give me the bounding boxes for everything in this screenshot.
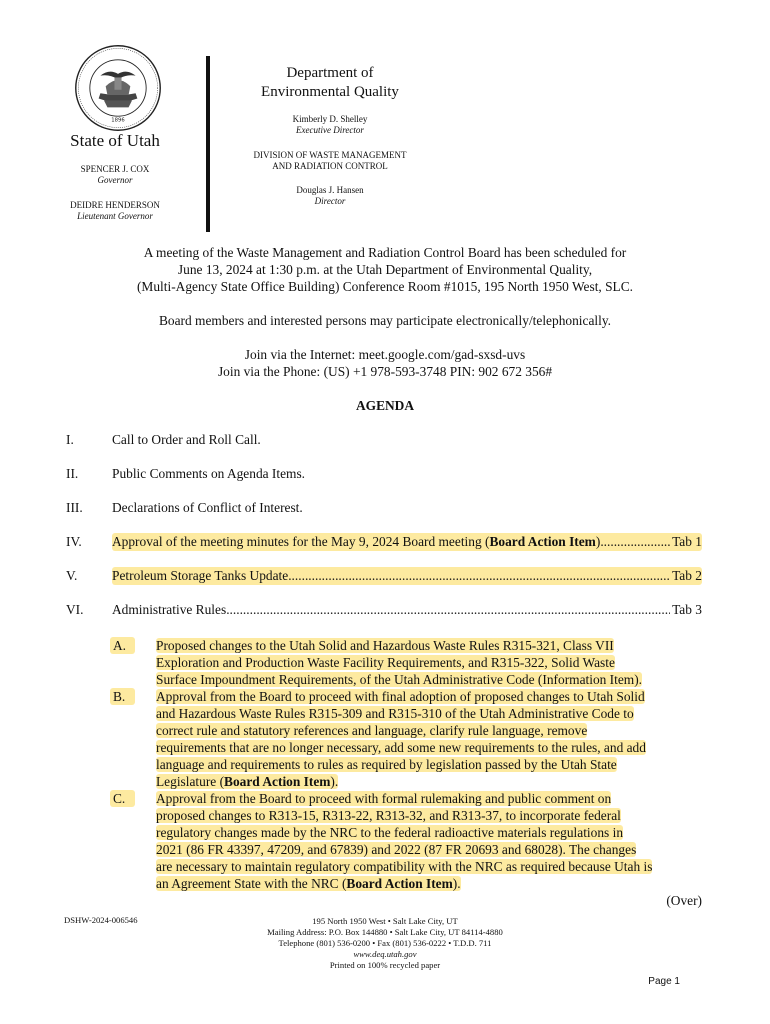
division-block: [220, 150, 440, 172]
item-number: I.: [66, 432, 74, 447]
join-phone: Join via the Phone: (US) +1 978-593-3748 PIN: 902 672 356#: [217, 364, 553, 379]
lt-governor-name: DEIDRE HENDERSON: [70, 200, 160, 210]
notice-line-3: (Multi-Agency State Office Building) Conference Room #1015, 195 North 1950 West, SLC.: [136, 279, 634, 294]
participation-note: Board members and interested persons may participate electronically/telephonically.: [158, 313, 611, 328]
subitem-last-after: ).: [452, 876, 461, 891]
subitem-body: [156, 688, 700, 790]
department-name: [230, 64, 430, 102]
document-number: DSHW-2024-006546: [64, 915, 138, 925]
footer-phone: Telephone (801) 536-0200 • Fax (801) 536-0222 • T.D.D. 711: [278, 938, 492, 948]
subitem-a: [110, 637, 700, 688]
agenda-item: [66, 499, 702, 517]
item-text: Petroleum Storage Tanks Update: [112, 568, 289, 583]
agenda-item: [66, 431, 702, 449]
subitem-body: [156, 790, 700, 892]
item-number: IV.: [66, 534, 82, 549]
exec-director-name: Kimberly D. Shelley: [292, 114, 368, 124]
division-line-1: DIVISION OF WASTE MANAGEMENT: [253, 150, 407, 160]
subitem-line: regulatory changes made by the NRC to the federal radioactive materials regulations in: [156, 825, 624, 840]
notice-line-2: June 13, 2024 at 1:30 p.m. at the Utah Department of Environmental Quality,: [177, 262, 593, 277]
item-number: V.: [66, 568, 78, 583]
subitem-line: 2021 (86 FR 43397, 47209, and 67839) and 2022 (87 FR 20693 and 68028). The changes: [156, 842, 637, 857]
agenda-item: [66, 567, 702, 585]
director-title: Director: [314, 196, 346, 206]
agenda-heading: AGENDA: [355, 398, 415, 413]
tab-reference: Tab 1: [672, 534, 702, 549]
seal-year: 1896: [111, 117, 125, 124]
subitem-last-before: an Agreement State with the NRC (: [156, 876, 347, 891]
leader-dots: [226, 601, 670, 619]
state-seal-icon: [74, 44, 162, 132]
leader-dots: [288, 567, 670, 585]
subitem-c: [110, 790, 700, 892]
item-text: Administrative Rules: [112, 602, 227, 617]
over-note: (Over): [666, 893, 702, 908]
director-name: Douglas J. Hansen: [296, 185, 364, 195]
tab-reference: Tab 3: [672, 602, 702, 617]
footer-address-block: [200, 916, 570, 971]
subitem-line: Exploration and Production Waste Facility Requirements, and R315-322, Solid Waste: [156, 655, 615, 670]
footer-address: 195 North 1950 West • Salt Lake City, UT: [312, 916, 458, 926]
header-divider: [206, 56, 210, 232]
item-text-after: ): [595, 534, 601, 549]
item-text: Declarations of Conflict of Interest.: [112, 500, 303, 515]
governor-block: [50, 164, 180, 186]
footer-mailing: Mailing Address: P.O. Box 144880 • Salt Lake City, UT 84114-4880: [267, 927, 503, 937]
subitem-b: [110, 688, 700, 790]
item-number: III.: [66, 500, 83, 515]
subitem-letter: B.: [110, 688, 135, 705]
notice-line-1: A meeting of the Waste Management and Radiation Control Board has been scheduled for: [143, 245, 627, 260]
subitem-line: are necessary to maintain regulatory compatibility with the NRC as required because Utah is: [156, 859, 653, 874]
subitem-line: proposed changes to R313-15, R313-22, R313-32, and R313-37, to incorporate federal: [156, 808, 621, 823]
exec-director-title: Executive Director: [296, 125, 364, 135]
meeting-notice: [60, 244, 710, 295]
item-text: Call to Order and Roll Call.: [112, 432, 261, 447]
subitem-line: Proposed changes to the Utah Solid and Hazardous Waste Rules R315-321, Class VII: [156, 638, 614, 653]
subitem-letter: C.: [110, 790, 135, 807]
board-action-label: Board Action Item: [224, 774, 331, 789]
governor-title: Governor: [97, 175, 133, 185]
join-info: [60, 346, 710, 380]
subitem-line: and Hazardous Waste Rules R315-309 and R315-310 of the Utah Administrative Code to: [156, 706, 634, 721]
governor-name: SPENCER J. COX: [80, 164, 150, 174]
footer-recycled: Printed on 100% recycled paper: [329, 960, 441, 970]
agenda-item: [66, 465, 702, 483]
department-line-2: Environmental Quality: [261, 84, 399, 100]
join-internet: Join via the Internet: meet.google.com/gad-sxsd-uvs: [244, 347, 526, 362]
item-text: [112, 533, 600, 551]
item-number: VI.: [66, 602, 84, 617]
lt-governor-title: Lieutenant Governor: [77, 211, 153, 221]
subitem-line: Approval from the Board to proceed with final adoption of proposed changes to Utah Solid: [156, 689, 645, 704]
subitem-body: [156, 637, 700, 688]
subitem-line: [156, 876, 461, 891]
footer-website[interactable]: www.deq.utah.gov: [353, 949, 417, 959]
exec-director-block: [230, 114, 430, 136]
subitem-line: [156, 774, 338, 789]
board-action-label: Board Action Item: [346, 876, 453, 891]
state-name: State of Utah: [70, 131, 160, 150]
subitem-line: language and requirements to rules as required by legislation passed by the Utah State: [156, 757, 617, 772]
item-text-before: Approval of the meeting minutes for the May 9, 2024 Board meeting (: [112, 534, 490, 549]
leader-dots: [600, 533, 670, 551]
subitem-last-after: ).: [330, 774, 339, 789]
subitem-letter: A.: [110, 637, 135, 654]
page-number: Page 1: [648, 976, 680, 987]
subitem-line: requirements that are no longer necessary, add some new requirements to the rules, and add: [156, 740, 646, 755]
item-text: Public Comments on Agenda Items.: [112, 466, 306, 481]
subitem-line: Approval from the Board to proceed with formal rulemaking and public comment on: [156, 791, 612, 806]
director-block: [230, 185, 430, 207]
subitem-line: correct rule and statutory references and language, clarify rule language, remove: [156, 723, 588, 738]
agenda-item: [66, 601, 702, 619]
subitem-line: Surface Impoundment Requirements, of the Utah Administrative Code (Information Item).: [156, 672, 643, 687]
subitem-last-before: Legislature (: [156, 774, 225, 789]
board-action-label: Board Action Item: [489, 534, 596, 549]
agenda-item: [66, 533, 702, 551]
division-line-2: AND RADIATION CONTROL: [272, 161, 388, 171]
tab-reference: Tab 2: [672, 568, 702, 583]
item-number: II.: [66, 466, 79, 481]
department-line-1: Department of: [286, 65, 374, 81]
lt-governor-block: [50, 200, 180, 222]
